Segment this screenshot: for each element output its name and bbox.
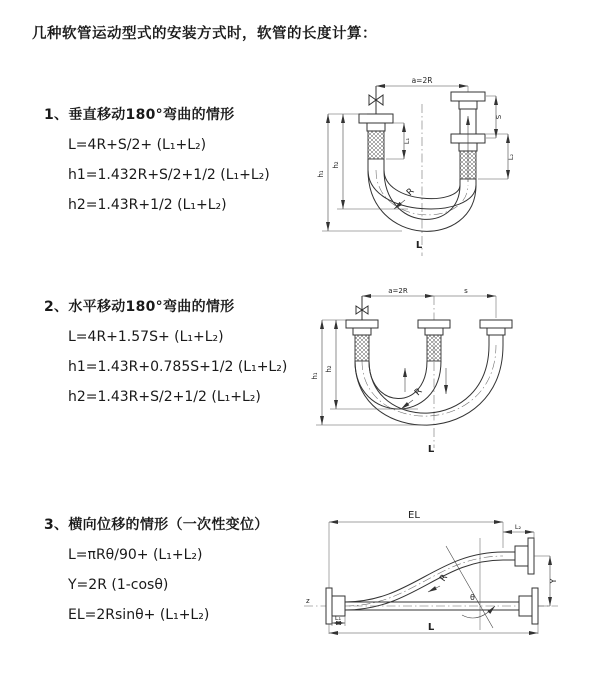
flange-hub-left: [332, 596, 345, 616]
dim-label-h1: h₁: [311, 372, 319, 380]
dim-label-h2: h₂: [332, 161, 340, 169]
radius-label: R: [405, 186, 417, 199]
formula-s3-L: L=πRθ/90+ (L₁+L₂): [68, 547, 203, 563]
dim-label-s: s: [464, 287, 468, 295]
braid-section-left: [355, 335, 369, 361]
formula-s3-Y: Y=2R (1-cosθ): [68, 577, 169, 593]
flange-hub-middle: [425, 328, 443, 335]
page-title: 几种软管运动型式的安装方式时，软管的长度计算：: [32, 26, 377, 42]
length-label: L: [427, 622, 435, 633]
formula-s1-L: L=4R+S/2+ (L₁+L₂): [68, 137, 207, 153]
flange-hub-left: [367, 123, 385, 131]
dim-label-l1: L₁: [403, 137, 411, 145]
flange-plate-upper: [528, 538, 534, 574]
hose-arc-pos1-outer: [355, 361, 441, 409]
formula-s1-h2: h2=1.43R+1/2 (L₁+L₂): [68, 197, 227, 213]
hose-scurve-centerline: [345, 556, 503, 606]
flange-hub-right: [519, 596, 532, 616]
construction-line-diagonal: [446, 546, 493, 628]
formula-s2-L: L=4R+1.57S+ (L₁+L₂): [68, 329, 224, 345]
flange-right: [480, 320, 512, 328]
radius-label: R: [413, 386, 425, 399]
section-1-heading: 1、垂直移动180°弯曲的情形: [44, 107, 235, 123]
length-label: L: [427, 444, 435, 455]
section-horizontal-movement: [44, 296, 344, 412]
diagram-horizontal-180-bend: [306, 284, 541, 458]
formula-s3-EL: EL=2Rsinθ+ (L₁+L₂): [68, 607, 210, 623]
diagram-lateral-displacement: [296, 502, 564, 642]
flange-hub-right-upper: [459, 101, 477, 109]
braid-section-middle: [427, 335, 441, 361]
angle-arc: [462, 606, 495, 618]
dim-label-y: Y: [549, 578, 558, 584]
formula-s1-h1: h1=1.432R+S/2+1/2 (L₁+L₂): [68, 167, 270, 183]
flange-middle: [418, 320, 450, 328]
flange-plate-right: [532, 588, 538, 624]
section-2-heading: 2、水平移动180°弯曲的情形: [44, 299, 235, 315]
dim-label-el: EL: [408, 510, 420, 521]
dim-label-a2r: a=2R: [388, 287, 408, 295]
flange-hub-right: [487, 328, 505, 335]
formula-s2-h1: h1=1.43R+0.785S+1/2 (L₁+L₂): [68, 359, 288, 375]
angle-label: θ: [470, 593, 475, 602]
flange-hub-left: [353, 328, 371, 335]
section-3-heading: 3、横向位移的情形（一次性变位）: [44, 517, 269, 533]
hose-scurve-upper-wall: [345, 552, 503, 602]
dim-label-h2: h₂: [325, 365, 333, 373]
flange-plate-left: [326, 588, 332, 624]
z-mark: z: [306, 597, 310, 605]
flange-left: [346, 320, 378, 328]
braid-section-left: [368, 131, 384, 159]
flange-right-upper: [451, 92, 485, 101]
dim-label-s: S: [495, 114, 503, 120]
flange-left: [359, 114, 393, 123]
diagram-vertical-180-bend: [310, 70, 528, 260]
formula-s2-h2: h2=1.43R+S/2+1/2 (L₁+L₂): [68, 389, 261, 405]
radius-leader-arrow: [428, 586, 440, 592]
length-label: L: [415, 240, 423, 251]
dim-label-l2: L₂: [514, 523, 522, 531]
section-vertical-movement: [44, 104, 344, 220]
dim-label-a2r: a=2R: [411, 76, 433, 85]
dim-label-l1: L₁: [334, 614, 342, 622]
dim-label-h1: h₁: [317, 170, 325, 178]
dim-label-l2: L₂: [507, 153, 515, 161]
radius-label: R: [438, 572, 451, 584]
flange-hub-upper: [515, 546, 528, 566]
